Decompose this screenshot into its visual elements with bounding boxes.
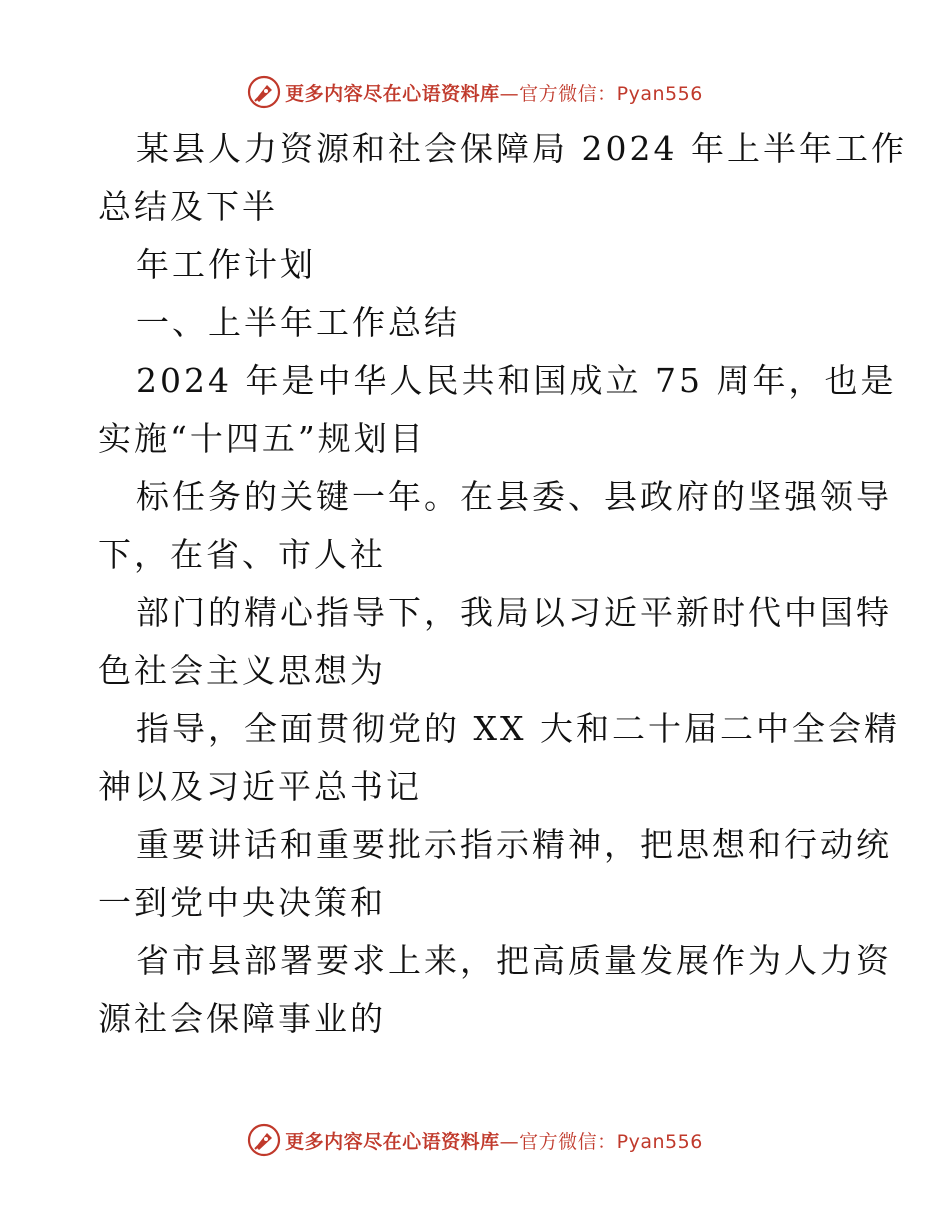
text-line: 总结及下半 (98, 187, 278, 226)
text-line: 指导，全面贯彻党的 XX 大和二十届二中全会精 (136, 709, 900, 748)
watermark-text (285, 1127, 703, 1154)
text-line: 实施“十四五”规划目 (98, 419, 426, 458)
text-line: 省市县部署要求上来，把高质量发展作为人力资 (136, 941, 892, 980)
text-line: 色社会主义思想为 (98, 651, 386, 690)
pen-nib-logo-icon (247, 1123, 281, 1157)
text-line: 源社会保障事业的 (98, 999, 386, 1038)
text-line: 神以及习近平总书记 (98, 767, 422, 806)
watermark-text (285, 79, 703, 106)
text-line: 标任务的关键一年。在县委、县政府的坚强领导 (136, 477, 892, 516)
text-line: 一到党中央决策和 (98, 883, 386, 922)
text-line: 某县人力资源和社会保障局 2024 年上半年工作 (136, 129, 907, 168)
pen-nib-logo-icon (247, 75, 281, 109)
text-line: 重要讲话和重要批示指示精神，把思想和行动统 (136, 825, 892, 864)
footer-watermark (0, 1118, 950, 1162)
header-watermark (0, 70, 950, 114)
watermark-lead: 更多内容尽在心语资料库 (285, 82, 500, 105)
watermark-lead: 更多内容尽在心语资料库 (285, 1130, 500, 1153)
text-line: 2024 年是中华人民共和国成立 75 周年，也是 (136, 361, 897, 400)
text-line: 年工作计划 (136, 245, 316, 284)
text-line: 部门的精心指导下，我局以习近平新时代中国特 (136, 593, 892, 632)
document-body (98, 120, 907, 1048)
text-line: 下，在省、市人社 (98, 535, 386, 574)
section-heading: 一、上半年工作总结 (136, 303, 460, 342)
watermark-tail: —官方微信：Pyan556 (499, 1130, 703, 1153)
watermark-tail: —官方微信：Pyan556 (499, 82, 703, 105)
